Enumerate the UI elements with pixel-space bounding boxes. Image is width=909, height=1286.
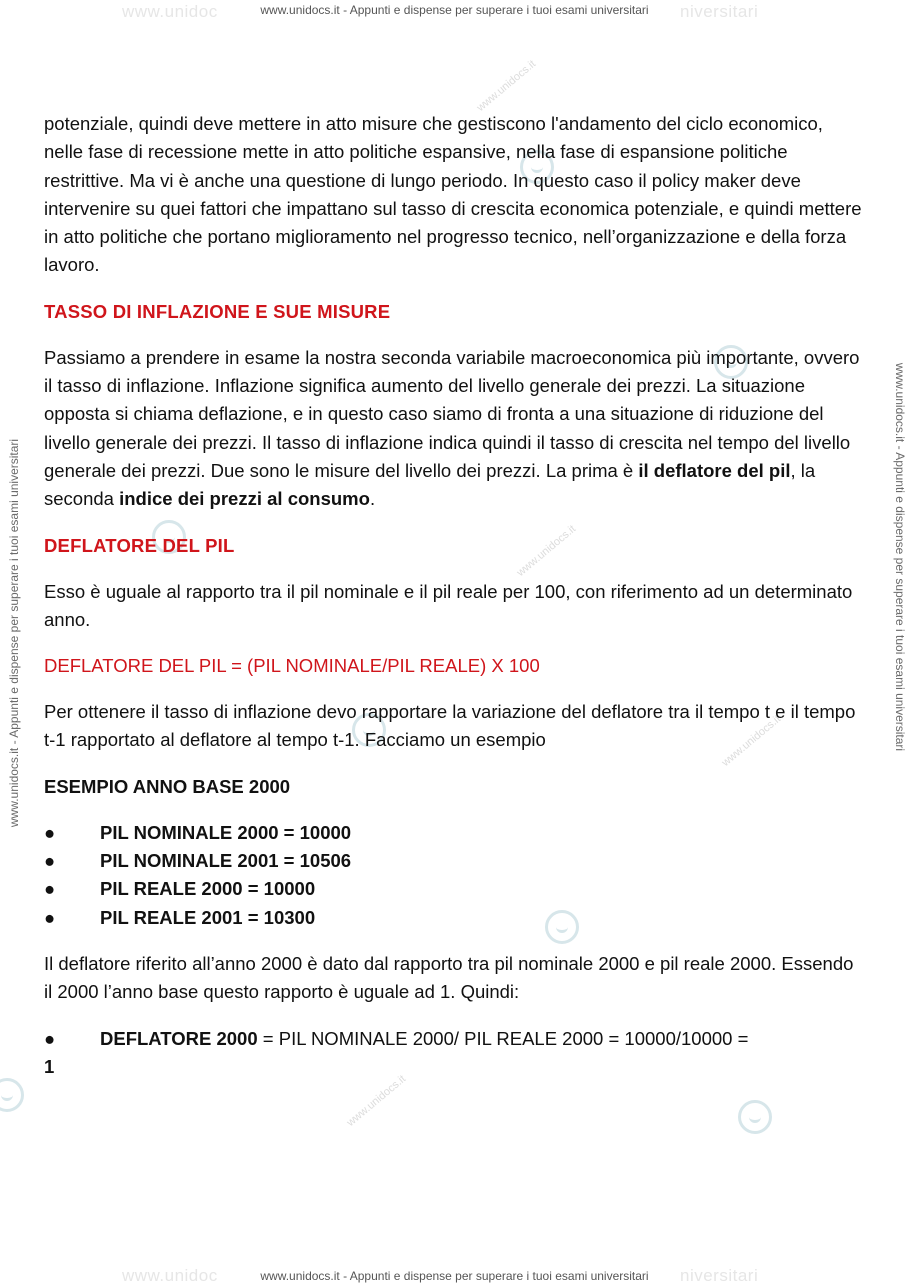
list-item-text: PIL NOMINALE 2000 = 10000	[100, 821, 352, 843]
list-item	[44, 1025, 866, 1082]
bullet-icon: ●	[44, 850, 56, 872]
watermark-ghost-right-top: niversitari	[680, 2, 759, 21]
bold-term: il deflatore del pil	[638, 459, 791, 481]
formula: DEFLATORE DEL PIL = (PIL NOMINALE/PIL REALE) X 100	[44, 655, 540, 677]
bullet-icon: ●	[44, 1027, 56, 1049]
bullet-list	[44, 819, 866, 932]
document-body	[44, 110, 866, 1081]
paragraph-text: .	[369, 488, 376, 510]
bullet-icon: ●	[44, 878, 56, 900]
list-item-text: = PIL NOMINALE 2000/ PIL REALE 2000 = 10000/10000 =	[257, 1027, 749, 1049]
watermark-bottom: www.unidocs.it - Appunti e dispense per superare i tuoi esami universitari	[260, 1269, 649, 1283]
watermark-diag: www.unidocs.it	[474, 58, 539, 114]
result-value: 1	[44, 1055, 55, 1077]
list-item-text: PIL REALE 2001 = 10300	[100, 906, 316, 928]
watermark-ghost-left-top: www.unidoc	[122, 2, 218, 21]
watermark-side-right: www.unidocs.it - Appunti e dispense per superare i tuoi esami universitari	[893, 362, 907, 752]
paragraph-text: , la seconda	[44, 459, 816, 510]
bullet-icon: ●	[44, 906, 56, 928]
watermark-top: www.unidocs.it - Appunti e dispense per superare i tuoi esami universitari	[260, 3, 649, 17]
watermark-diag: www.unidocs.it	[344, 1073, 409, 1129]
section-heading: DEFLATORE DEL PIL	[44, 534, 235, 556]
list-item	[44, 819, 866, 847]
section-heading: TASSO DI INFLAZIONE E SUE MISURE	[44, 300, 391, 322]
watermark-ghost-right-bottom: niversitari	[680, 1266, 759, 1285]
paragraph-text: Passiamo a prendere in esame la nostra seconda variabile macroeconomica più importante, ovvero il tasso di inflazione. Inflazione significa aumento del livello generale dei prezzi. La situazione opposta si chiama deflazione, e in questo caso siamo di fronta a una situazione di riduzione del livello generale dei prezzi. Il tasso di inflazione indica quindi il tasso di crescita nel tempo del livello generale dei prezzi. Due sono le misure del livello dei prezzi. La prima è	[44, 346, 860, 481]
paragraph: potenziale, quindi deve mettere in atto misure che gestiscono l'andamento del ciclo economico, nelle fase di recessione mette in atto politiche espansive, nella fase di espansione politiche restrittive. Ma vi è anche una questione di lungo periodo. In questo caso il policy maker deve intervenire su quei fattori che impattano sul tasso di crescita economica potenziale, e quindi mettere in atto politiche che portano miglioramento nel progresso tecnico, nell’organizzazione e della forza lavoro.	[44, 113, 862, 276]
watermark-side-left: www.unidocs.it - Appunti e dispense per superare i tuoi esami universitari	[7, 438, 21, 828]
paragraph: Il deflatore riferito all’anno 2000 è dato dal rapporto tra pil nominale 2000 e pil reale 2000. Essendo il 2000 l’anno base questo rapporto è uguale ad 1. Quindi:	[44, 952, 854, 1003]
example-heading: ESEMPIO ANNO BASE 2000	[44, 775, 291, 797]
unidocs-logo-icon	[0, 1078, 24, 1112]
watermark-diag: www.unidocs.it	[719, 713, 784, 769]
bullet-icon: ●	[44, 821, 56, 843]
paragraph	[44, 344, 866, 514]
bold-term: DEFLATORE 2000	[100, 1027, 258, 1049]
list-item	[44, 875, 866, 903]
list-item	[44, 847, 866, 875]
list-item-text: PIL REALE 2000 = 10000	[100, 878, 316, 900]
paragraph: Per ottenere il tasso di inflazione devo rapportare la variazione del deflatore tra il tempo t e il tempo t-1 rapportato al deflatore al tempo t-1. Facciamo un esempio	[44, 701, 856, 751]
watermark-ghost-left-bottom: www.unidoc	[122, 1266, 218, 1285]
watermark-diag: www.unidocs.it	[514, 523, 579, 579]
list-item	[44, 904, 866, 932]
unidocs-logo-icon	[738, 1100, 772, 1134]
bold-term: indice dei prezzi al consumo	[119, 488, 370, 510]
list-item-text: PIL NOMINALE 2001 = 10506	[100, 850, 352, 872]
paragraph: Esso è uguale al rapporto tra il pil nominale e il pil reale per 100, con riferimento ad un determinato anno.	[44, 580, 853, 630]
